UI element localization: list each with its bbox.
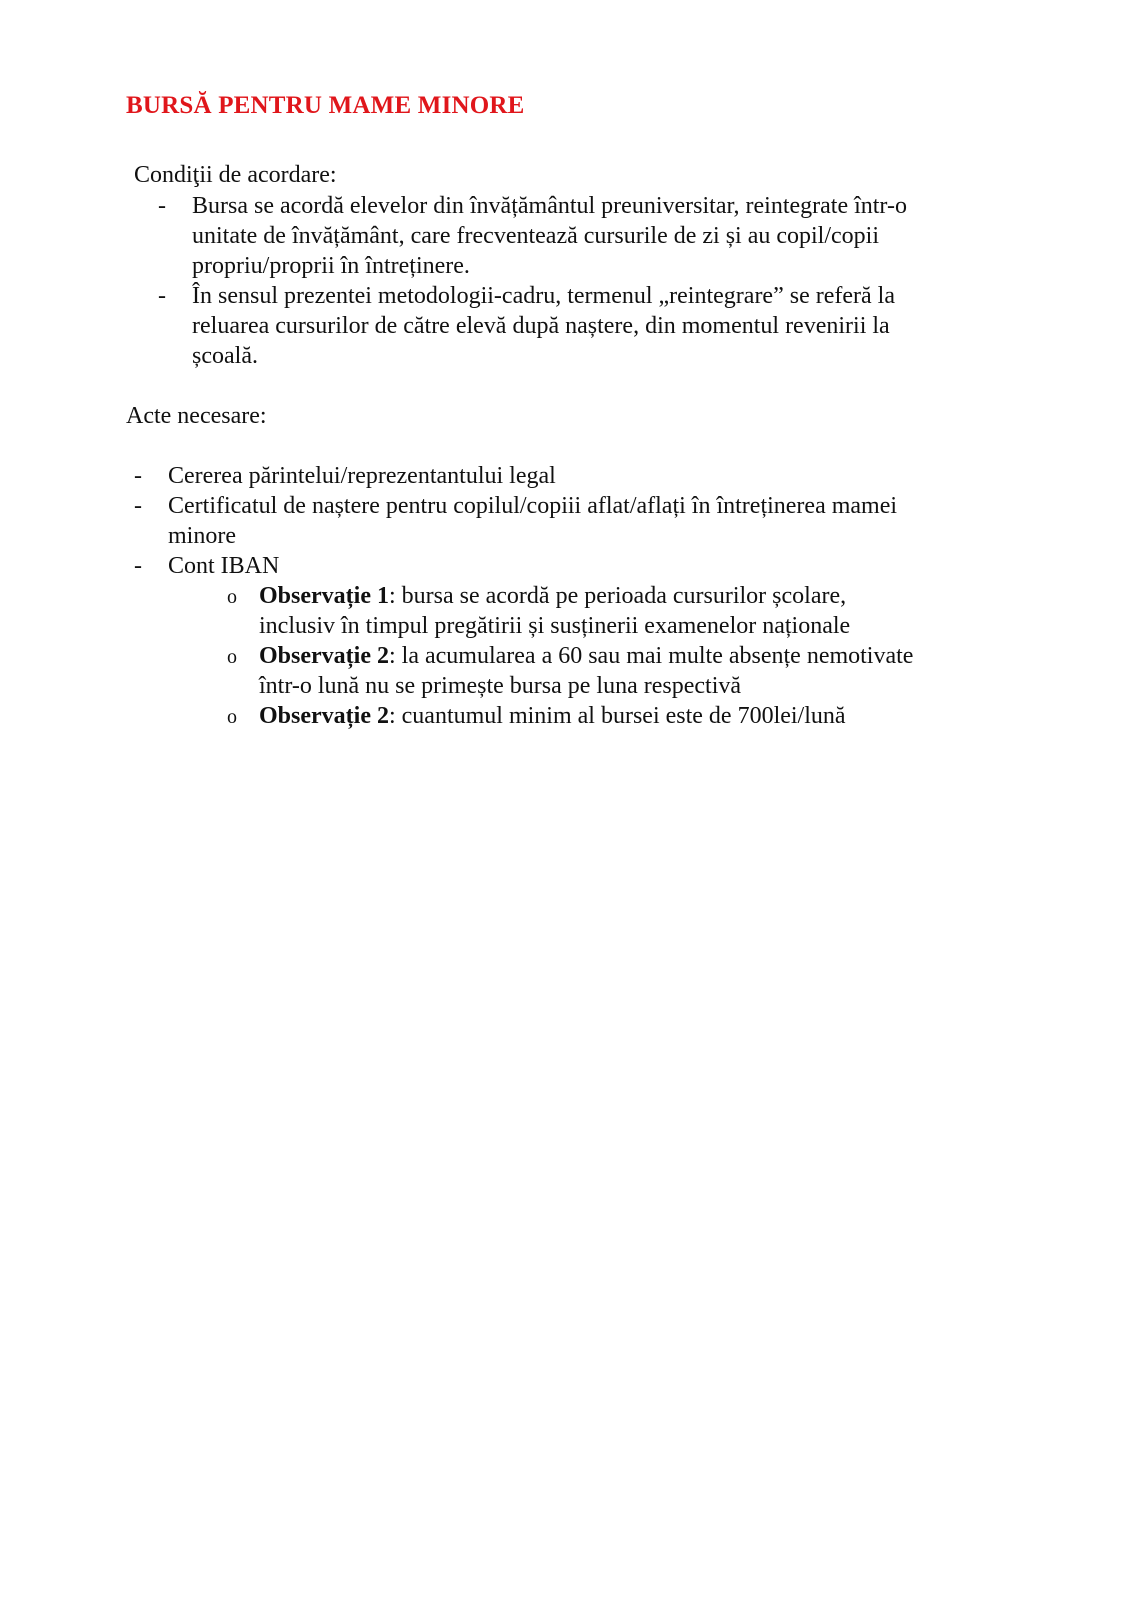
- observation-2-line-1: [259, 641, 913, 671]
- document-1: Cererea părintelui/reprezentantului legal: [168, 463, 556, 489]
- condition-2-line-1: În sensul prezentei metodologii-cadru, termenul „reintegrare” se referă la: [192, 283, 895, 309]
- document-title: BURSĂ PENTRU MAME MINORE: [126, 92, 525, 119]
- condition-2-line-3: școală.: [192, 343, 258, 369]
- dash-bullet: -: [158, 193, 166, 219]
- dash-bullet: -: [134, 463, 142, 489]
- observation-1-text: : bursa se acordă pe perioada cursurilor școlare,: [388, 583, 847, 609]
- document-3: Cont IBAN: [168, 553, 280, 579]
- observation-2-text: : la acumularea a 60 sau mai multe absențe nemotivate: [388, 643, 914, 669]
- document-2-line-1: Certificatul de naștere pentru copilul/copiii aflat/aflați în întreținerea mamei: [168, 493, 898, 519]
- documents-heading: Acte necesare:: [126, 403, 267, 429]
- observation-1-line-1: [259, 581, 846, 611]
- circle-bullet: o: [227, 706, 237, 728]
- condition-1-line-1: Bursa se acordă elevelor din învățământul preuniversitar, reintegrate într-o: [192, 193, 907, 219]
- observation-1-line-2: inclusiv în timpul pregătirii și susținerii examenelor naționale: [259, 613, 851, 639]
- observation-3-line-1: [259, 701, 846, 731]
- dash-bullet: -: [158, 283, 166, 309]
- conditions-heading: Condiţii de acordare:: [134, 162, 337, 188]
- observation-2-label: Observație 2: [259, 643, 389, 669]
- dash-bullet: -: [134, 493, 142, 519]
- condition-1-line-2: unitate de învățământ, care frecventează cursurile de zi și au copil/copii: [192, 223, 879, 249]
- dash-bullet: -: [134, 553, 142, 579]
- document-2-line-2: minore: [168, 523, 236, 549]
- condition-1-line-3: propriu/proprii în întreținere.: [192, 253, 470, 279]
- circle-bullet: o: [227, 646, 237, 668]
- observation-3-label: Observație 2: [259, 703, 389, 729]
- observation-3-text: : cuantumul minim al bursei este de 700lei/lună: [388, 703, 846, 729]
- condition-2-line-2: reluarea cursurilor de către elevă după naștere, din momentul revenirii la: [192, 313, 890, 339]
- observation-1-label: Observație 1: [259, 583, 389, 609]
- circle-bullet: o: [227, 586, 237, 608]
- observation-2-line-2: într-o lună nu se primește bursa pe luna respectivă: [259, 673, 742, 699]
